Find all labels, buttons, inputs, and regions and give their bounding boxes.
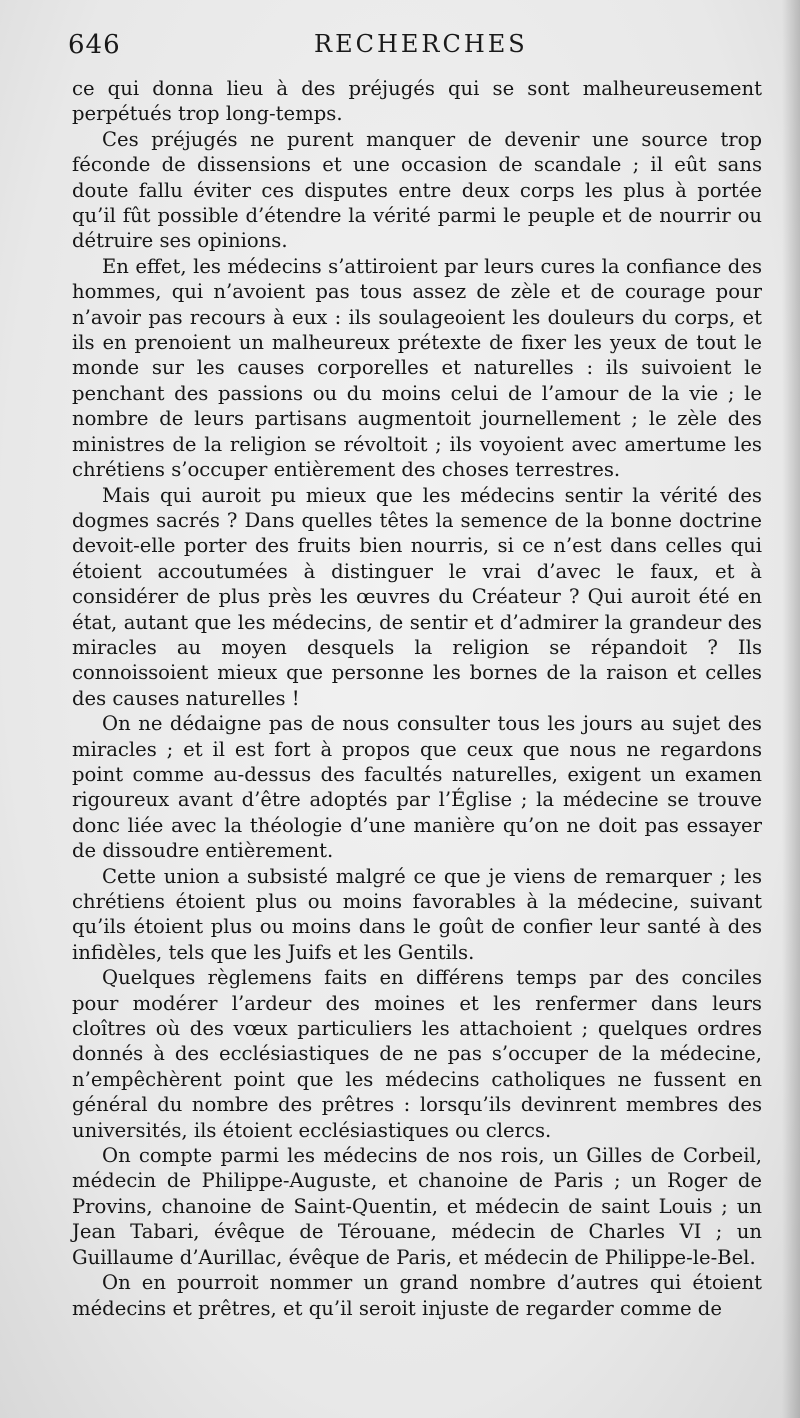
paragraph-7: Quelques règlemens faits en différens temps par des conciles pour modérer l’ardeur des moines et les renfermer dans leurs cloîtres où des vœux particuliers les attachoient ; quelques ordres donnés à des ecclésiastiques de ne pas s’occuper de la médecine, n’empêchèrent point que les médecins catholiques ne fussent en général du nombre des prêtres : lorsqu’ils devinrent membres des universités, ils étoient ecclésiastiques ou clercs. [72,966,762,1142]
paragraph-1: ce qui donna lieu à des préjugés qui se sont malheureusement perpétués trop long-temps. [72,77,762,126]
paragraph-4: Mais qui auroit pu mieux que les médecins sentir la vérité des dogmes sacrés ? Dans quelles têtes la semence de la bonne doctrine devoit-elle porter des fruits bien nourris, si ce n’est dans celles qui étoient accoutumées à distinguer le vrai d’avec le faux, et à considérer de plus près les œuvres du Créateur ? Qui auroit été en état, autant que les médecins, de sentir et d’admirer la grandeur des miracles au moyen desquels la religion se répandoit ? Ils connoissoient mieux que personne les bornes de la raison et celles des causes naturelles ! [72,483,762,710]
paragraph-9: On en pourroit nommer un grand nombre d’autres qui étoient médecins et prêtres, et qu’il seroit injuste de regarder comme de [72,1271,762,1320]
paragraph-2: Ces préjugés ne purent manquer de devenir une source trop féconde de dissensions et une occasion de scandale ; il eût sans doute fallu éviter ces disputes entre deux corps les plus à portée qu’il fût possible d’étendre la vérité parmi le peuple et de nourrir ou détruire ses opinions. [72,127,762,253]
paragraph-6: Cette union a subsisté malgré ce que je viens de remarquer ; les chrétiens étoient plus ou moins favorables à la médecine, suivant qu’ils étoient plus ou moins dans le goût de confier leur santé à des infidèles, tels que les Juifs et les Gentils. [72,864,762,964]
paragraph-3: En effet, les médecins s’attiroient par leurs cures la confiance des hommes, qui n’avoient pas tous assez de zèle et de courage pour n’avoir pas recours à eux : ils soulageoient les douleurs du corps, et ils en prenoient un malheureux prétexte de fixer les yeux de tout le monde sur les causes corporelles et naturelles : ils suivoient le penchant des passions ou du moins celui de l’amour de la vie ; le nombre de leurs partisans augmentoit journellement ; le zèle des ministres de la religion se révoltoit ; ils voyoient avec amertume les chrétiens s’occuper entièrement des choses terrestres. [72,254,762,482]
body-text [72,76,762,1321]
paragraph-5: On ne dédaigne pas de nous consulter tous les jours au sujet des miracles ; et il est fort à propos que ceux que nous ne regardons point comme au-dessus des facultés naturelles, exigent un examen rigoureux avant d’être adoptés par l’Église ; la médecine se trouve donc liée avec la théologie d’une manière qu’on ne doit pas essayer de dissoudre entièrement. [72,712,762,863]
page-header [68,26,760,66]
running-head: RECHERCHES [314,30,528,58]
page-number: 646 [68,30,121,60]
paragraph-8: On compte parmi les médecins de nos rois, un Gilles de Corbeil, médecin de Philippe-Auguste, et chanoine de Paris ; un Roger de Provins, chanoine de Saint-Quentin, et médecin de saint Louis ; un Jean Tabari, évêque de Térouane, médecin de Charles VI ; un Guillaume d’Aurillac, évêque de Paris, et médecin de Philippe-le-Bel. [72,1144,762,1269]
page-edge-shadow [782,0,800,1418]
